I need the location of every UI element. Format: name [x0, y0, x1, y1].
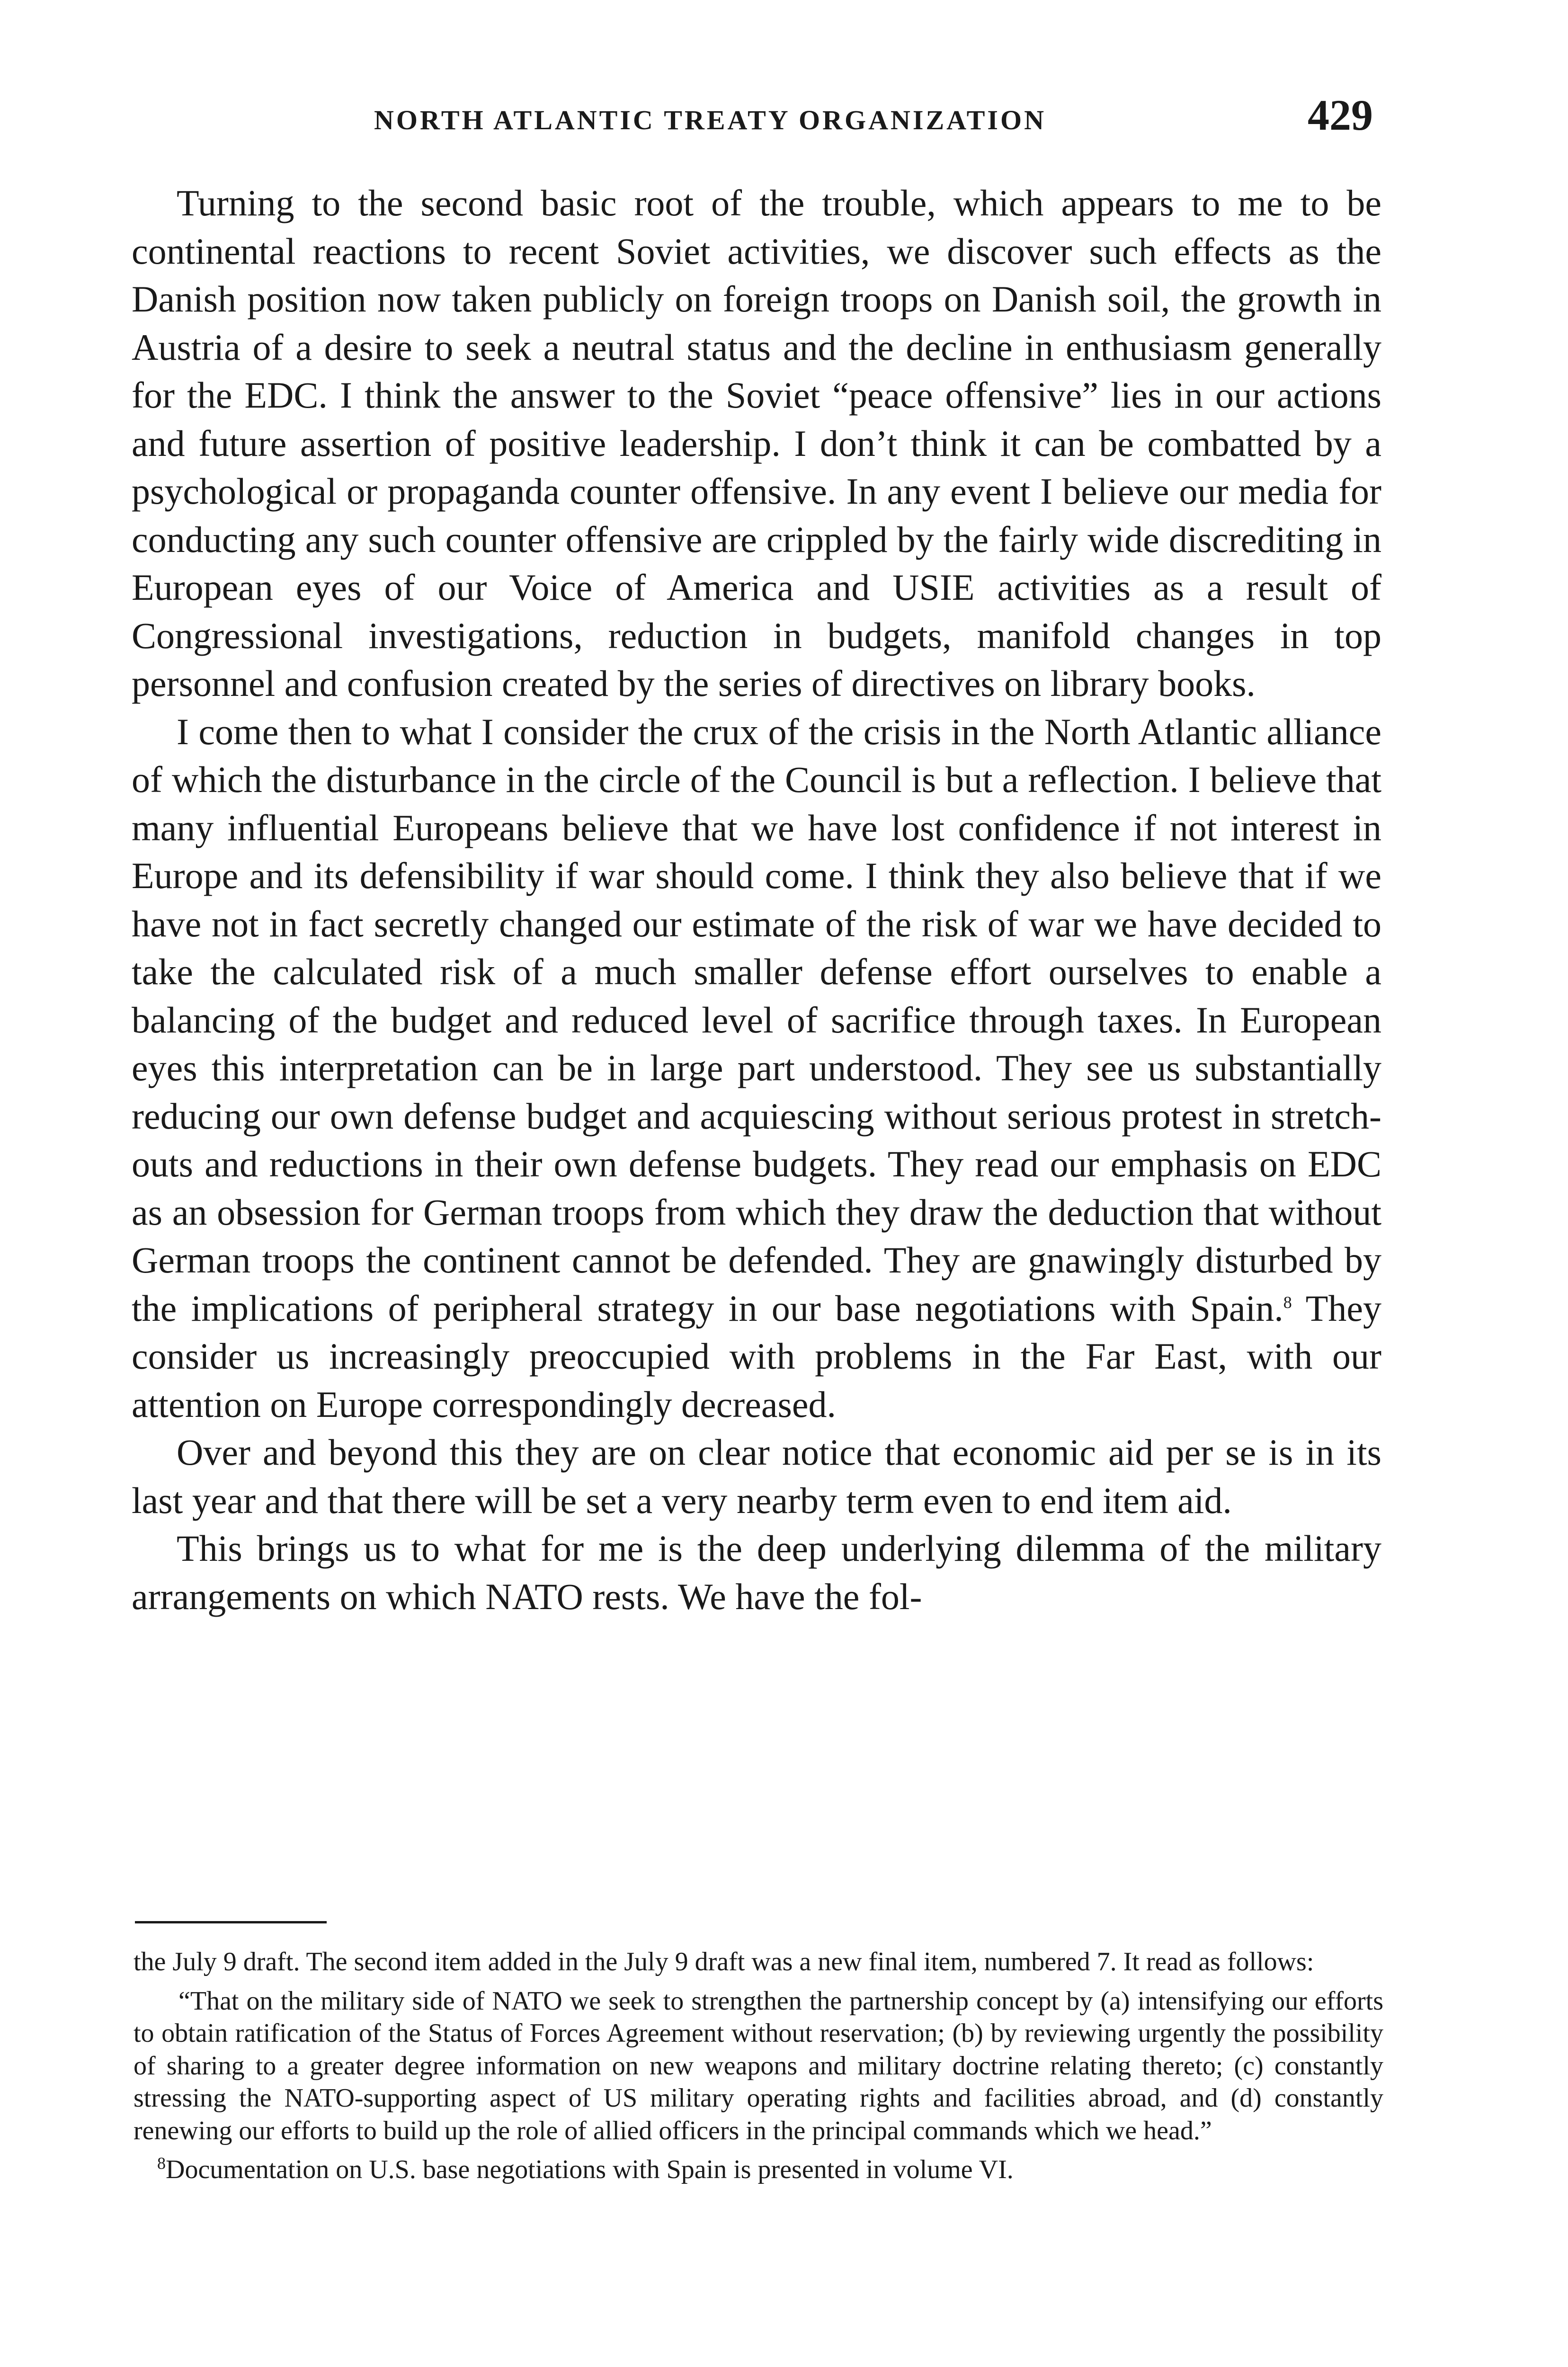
paragraph-economic-aid: Over and beyond this they are on clear notice that economic aid per se is in its last year and that there will be set a very nearby term even to end item aid.: [132, 1432, 1381, 1521]
footnote-continuation: the July 9 draft. The second item added in the July 9 draft was a new final item, numbered 7. It read as follows:: [134, 1947, 1314, 1976]
paragraph-military-dilemma: This brings us to what for me is the deep underlying dilemma of the military arrangements on which NATO rests. We have the fol-: [132, 1528, 1381, 1617]
paragraph-crux-text-continued: They consider us increasingly preoccupied with problems in the Far East, with our attention on Europe correspondingly decreased.: [132, 1287, 1382, 1425]
footnote-8-text: Documentation on U.S. base negotiations with Spain is presented in volume VI.: [166, 2155, 1014, 2184]
page-header: [128, 90, 1382, 151]
footnote-8: [134, 2153, 1383, 2186]
footnote-quote: “That on the military side of NATO we seek to strengthen the partnership concept by (a) intensifying our efforts to obtain ratification of the Status of Forces Agreement without reservation; (b) by reviewing urgently the possibility of sharing to a greater degree information on new weapons and military doctrine relating thereto; (c) constantly stressing the NATO-supporting aspect of US military operating rights and facilities abroad, and (d) constantly renewing our efforts to build up the role of allied officers in the principal commands which we head.”: [134, 1986, 1383, 2145]
footnotes: [134, 1946, 1383, 2186]
paragraph-crux-text: I come then to what I consider the crux of the crisis in the North Atlantic alliance of which the disturbance in the circle of the Council is but a reflection. I believe that many influential Europeans believe that we have lost confidence if not interest in Europe and its defensibility if war should come. I think they also believe that if we have not in fact secretly changed our estimate of the risk of war we have decided to take the calculated risk of a much smaller defense effort ourselves to enable a balancing of the budget and reduced level of sacrifice through taxes. In European eyes this interpretation can be in large part understood. They see us substantially reducing our own defense budget and acquiescing without serious protest in stretch-outs and reductions in their own defense budgets. They read our emphasis on EDC as an obsession for German troops from which they draw the deduction that without German troops the continent cannot be defended. They are gnawingly disturbed by the implications of peripheral strategy in our base negotiations with Spain.: [132, 711, 1381, 1329]
running-head: NORTH ATLANTIC TREATY ORGANIZATION: [374, 105, 1047, 135]
footnote-marker: 8: [157, 2153, 166, 2173]
body-text: [132, 179, 1381, 1620]
paragraph-soviet-activities: Turning to the second basic root of the trouble, which appears to me to be continental reactions to recent Soviet activities, we discover such effects as the Danish position now taken publicly on foreign troops on Danish soil, the growth in Austria of a desire to seek a neutral status and the decline in enthusiasm generally for the EDC. I think the answer to the Soviet “peace offensive” lies in our actions and future assertion of positive leadership. I don’t think it can be combatted by a psychological or propaganda counter offensive. In any event I believe our media for conducting any such counter offensive are crippled by the fairly wide discrediting in European eyes of our Voice of America and USIE activities as a result of Congressional investigations, reduction in budgets, manifold changes in top personnel and confusion created by the series of directives on library books.: [132, 182, 1381, 704]
page-number: 429: [1308, 91, 1373, 139]
paragraph-crux-of-crisis: [132, 708, 1381, 1429]
footnote-reference: 8: [1283, 1292, 1292, 1312]
footnote-divider: [135, 1921, 327, 1923]
